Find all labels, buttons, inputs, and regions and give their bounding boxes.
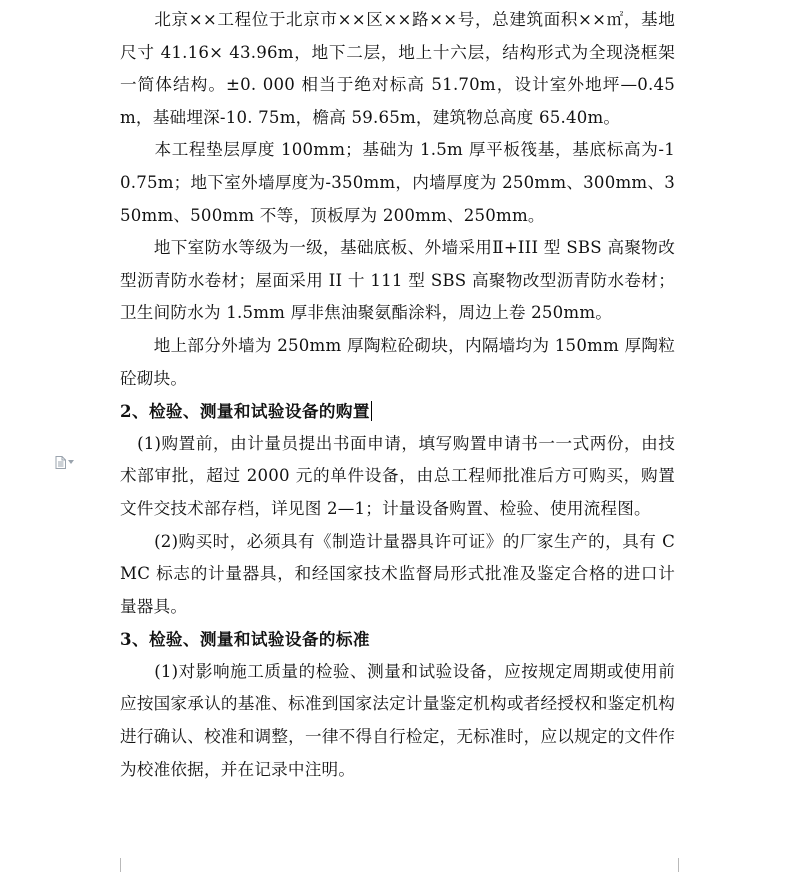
document-body[interactable] xyxy=(120,4,675,786)
margin-corner-mark-right xyxy=(678,858,693,872)
paragraph-walls[interactable]: 地上部分外墙为 250mm 厚陶粒砼砌块，内隔墙均为 150mm 厚陶粒砼砌块。 xyxy=(120,335,675,388)
chevron-down-icon xyxy=(68,460,74,464)
paragraph-waterproofing[interactable]: 地下室防水等级为一级，基础底板、外墙采用Ⅱ+III 型 SBS 高聚物改型沥青防水卷材；屋面采用 II 十 111 型 SBS 高聚物改型沥青防水卷材；卫生间防水为 1.5mm 厚非焦油聚氨酯涂料，周边上卷 250mm。 xyxy=(120,238,675,323)
paragraph-project-overview[interactable]: 北京××工程位于北京市××区××路××号，总建筑面积××㎡，基地尺寸 41.16× 43.96m，地下二层，地上十六层，结构形式为全现浇框架一简体结构。±0. 000 相当于绝对标高 51.70m，设计室外地坪—0.45m，基础埋深-10. 75m，檐高 59.65m，建筑物总高度 65.40m。 xyxy=(120,10,675,127)
section-heading-purchase-text: 2、检验、测量和试验设备的购置 xyxy=(120,401,370,422)
paragraph-standards-1[interactable]: (1)对影响施工质量的检验、测量和试验设备，应按规定周期或使用前应按国家承认的基准、标准到国家法定计量鉴定机构或者经授权和鉴定机构进行确认、校准和调整，一律不得自行检定，无标准时，应以规定的文件作为校准依据，并在记录中注明。 xyxy=(120,661,675,779)
paragraph-purchase-1[interactable]: (1)购置前，由计量员提出书面申请，填写购置申请书一一式两份，由技术部审批，超过 2000 元的单件设备，由总工程师批准后方可购买，购置文件交技术部存档，详见图 2—1；计量设备购置、检验、使用流程图。 xyxy=(120,433,675,518)
text-cursor xyxy=(371,401,373,421)
paragraph-foundation[interactable]: 本工程垫层厚度 100mm；基础为 1.5m 厚平板筏基，基底标高为-10.75m；地下室外墙厚度为-350mm，内墙厚度为 250mm、300mm、350mm、500mm 不等，顶板厚为 200mm、250mm。 xyxy=(120,140,675,225)
section-heading-standards[interactable]: 3、检验、测量和试验设备的标准 xyxy=(120,629,370,650)
paragraph-purchase-2[interactable]: (2)购买时，必须具有《制造计量器具许可证》的厂家生产的，具有 CMC 标志的计量器具，和经国家技术监督局形式批准及鉴定合格的进口计量器具。 xyxy=(120,531,675,616)
paragraph-options-marker[interactable] xyxy=(55,455,77,469)
margin-corner-mark-left xyxy=(106,858,121,872)
document-icon xyxy=(55,456,66,469)
section-heading-purchase[interactable] xyxy=(120,395,675,428)
